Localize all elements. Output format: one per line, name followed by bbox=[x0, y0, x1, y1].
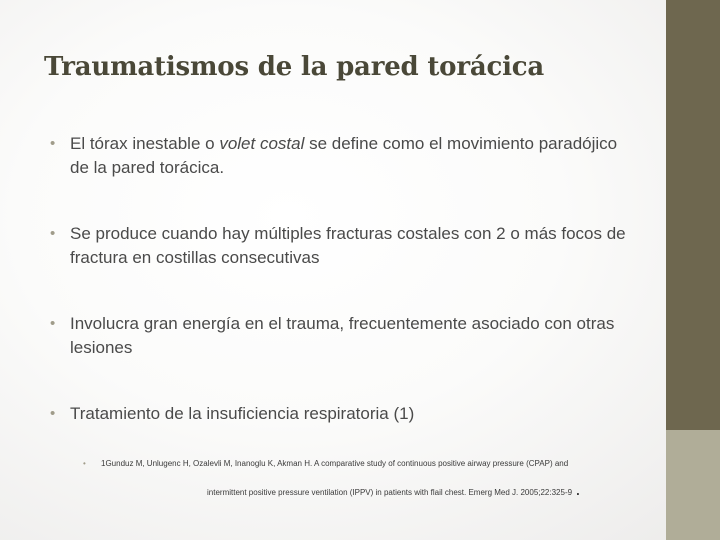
bullet-text-4: Tratamiento de la insuficiencia respiratoria (1) bbox=[70, 404, 415, 423]
reference-marker-icon: • bbox=[83, 459, 86, 468]
reference-line-1: 1Gunduz M, Unlugenc H, Ozalevli M, Inanoglu K, Akman H. A comparative study of continuous positive airway pressure (CPAP) and bbox=[101, 459, 569, 468]
sidebar-accent-dark bbox=[666, 0, 720, 430]
reference-line-2 bbox=[207, 485, 580, 499]
bullet-item-3 bbox=[50, 312, 640, 360]
bullet-text-1-suffix: se define como el movimiento paradójico de la pared torácica. bbox=[70, 134, 618, 177]
bullet-text-1-prefix: El tórax inestable o bbox=[70, 134, 220, 153]
slide-title: Traumatismos de la pared torácica bbox=[44, 52, 545, 82]
bullet-text-3: Involucra gran energía en el trauma, frecuentemente asociado con otras lesiones bbox=[70, 314, 615, 357]
bullet-text-1 bbox=[70, 132, 640, 180]
bullet-marker-icon: • bbox=[50, 135, 56, 152]
bullet-item-4 bbox=[50, 402, 640, 426]
reference-line-2-text: intermittent positive pressure ventilation (IPPV) in patients with flail chest. Emerg Med J. 2005;22:325-9 bbox=[207, 488, 573, 497]
bullet-text-2: Se produce cuando hay múltiples fracturas costales con 2 o más focos de fractura en costillas consecutivas bbox=[70, 224, 626, 267]
bullet-marker-icon: • bbox=[50, 405, 56, 422]
bullet-item-2 bbox=[50, 222, 640, 270]
bullet-item-1 bbox=[50, 132, 640, 180]
bullet-marker-icon: • bbox=[50, 315, 56, 332]
reference-end-mark: . bbox=[576, 483, 580, 498]
sidebar-accent-light bbox=[666, 430, 720, 540]
bullet-text-1-emphasis: volet costal bbox=[219, 134, 305, 153]
bullet-marker-icon: • bbox=[50, 225, 56, 242]
